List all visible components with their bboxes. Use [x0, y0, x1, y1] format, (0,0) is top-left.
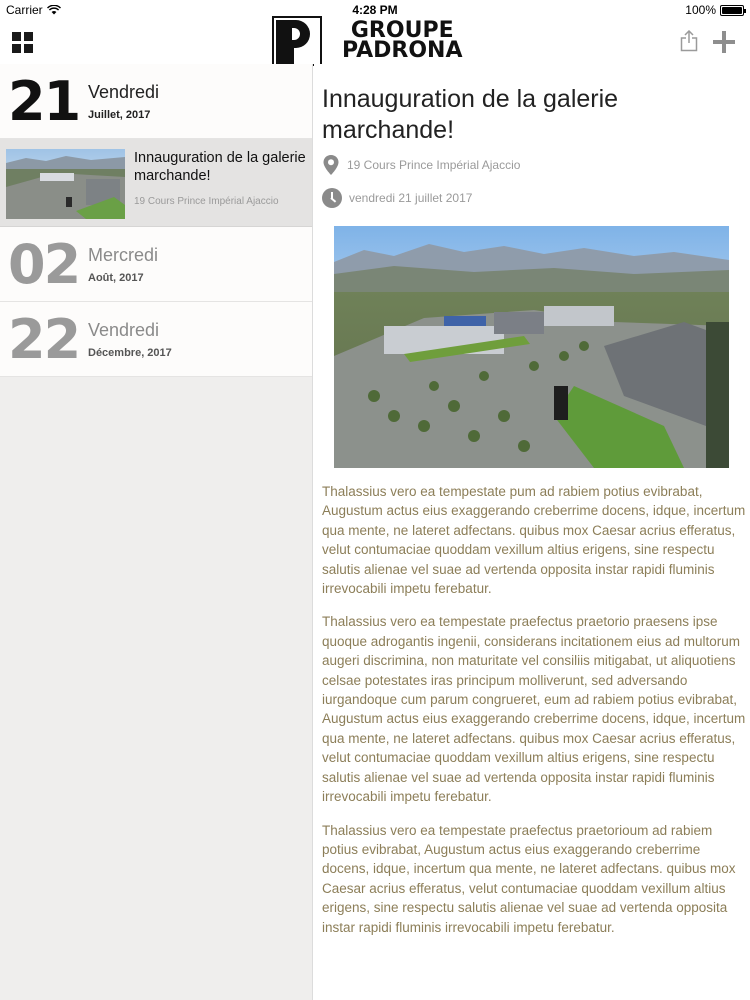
body-paragraph-3: Thalassius vero ea tempestate praefectus praetorioum ad rabiem potius evibrabat, Augustum actus eius exaggerando creberrime docens, idque, incertum qua mente, ne lateret adfectans. quibus mox Caesar acrius efferatus, velut contumaciae quoddam vexillum altius erigens, sine respectu salutis alienae vel suae ad vertenda opposita instar rapidi fluminis irrevocabili impetu ferebatur. — [322, 822, 736, 935]
date-header-22-decembre[interactable] — [0, 302, 312, 377]
day-number: 02 — [8, 233, 80, 296]
grid-menu-icon[interactable] — [12, 32, 34, 54]
detail-date — [322, 188, 472, 208]
body-paragraph-2: Thalassius vero ea tempestate praefectus praetorio praesens ipse quoque adrogantis ingenii, considerans incitationem eius ad multorum augeri discrimina, non maturitate vel consiliis mitigabat, ut aliquotiens celsae potestates iras principum molliverunt, sed adversando iurgandoque cum parum congrueret, eum ad rabiem potius evibrabat, Augustum actus eius exaggerando creberrime docens, idque, incertum qua mente, ne lateret adfectans. quibus mox Caesar acrius efferatus, velut contumaciae quoddam vexillum altius erigens, sine respectu salutis alienae vel suae ad vertenda opposita instar rapidi fluminis irrevocabili impetu ferebatur. — [322, 614, 746, 805]
add-plus-icon[interactable] — [712, 30, 736, 54]
nav-bar — [0, 20, 750, 64]
status-time: 4:28 PM — [352, 3, 398, 17]
date-text: vendredi 21 juillet 2017 — [349, 191, 473, 205]
month-year: Décembre, 2017 — [88, 347, 172, 359]
battery-percent: 100% — [685, 3, 716, 17]
day-number: 21 — [8, 70, 80, 133]
event-row-innauguration[interactable] — [0, 139, 312, 227]
detail-title: Innauguration de la galerie marchande! — [322, 85, 619, 144]
month-year: Juillet, 2017 — [88, 109, 151, 121]
event-hero-image — [334, 226, 729, 468]
event-thumbnail — [6, 149, 125, 219]
weekday: Vendredi — [88, 320, 160, 340]
share-icon[interactable] — [680, 30, 698, 52]
logo-line-1: GROUPE — [350, 18, 454, 43]
event-address: 19 Cours Prince Impérial Ajaccio — [134, 196, 279, 207]
battery — [685, 3, 744, 17]
logo-text — [342, 18, 463, 63]
date-header-02-aout[interactable] — [0, 227, 312, 302]
event-title: Innauguration de la galerie marchande! — [134, 150, 306, 184]
battery-icon — [720, 5, 744, 16]
month-year: Août, 2017 — [88, 272, 144, 284]
location-text: 19 Cours Prince Impérial Ajaccio — [347, 158, 521, 172]
detail-body — [322, 482, 747, 951]
weekday: Mercredi — [88, 245, 159, 265]
weekday: Vendredi — [88, 82, 160, 102]
body-paragraph-1: Thalassius vero ea tempestate pum ad rabiem potius evibrabat, Augustum actus eius exaggerando creberrime docens, idque, incertum qua mente, ne lateret adfectans. quibus mox Caesar acrius efferatus, velut contumaciae quoddam vexillum altius erigens, sine respectu salutis alienae vel suae ad vertenda opposita instar rapidi fluminis irrevocabili impetu ferebatur. — [322, 484, 746, 597]
events-sidebar — [0, 64, 313, 1000]
logo-line-2: PADRONA — [342, 38, 463, 63]
date-header-21-juillet[interactable] — [0, 64, 312, 139]
clock-icon — [322, 188, 342, 208]
detail-location — [322, 154, 520, 176]
event-detail — [314, 64, 750, 1000]
groupe-padrona-logo — [272, 16, 472, 66]
location-pin-icon — [322, 154, 340, 176]
day-number: 22 — [8, 308, 80, 371]
logo-p-mark — [272, 16, 322, 66]
carrier-label: Carrier — [6, 3, 43, 17]
